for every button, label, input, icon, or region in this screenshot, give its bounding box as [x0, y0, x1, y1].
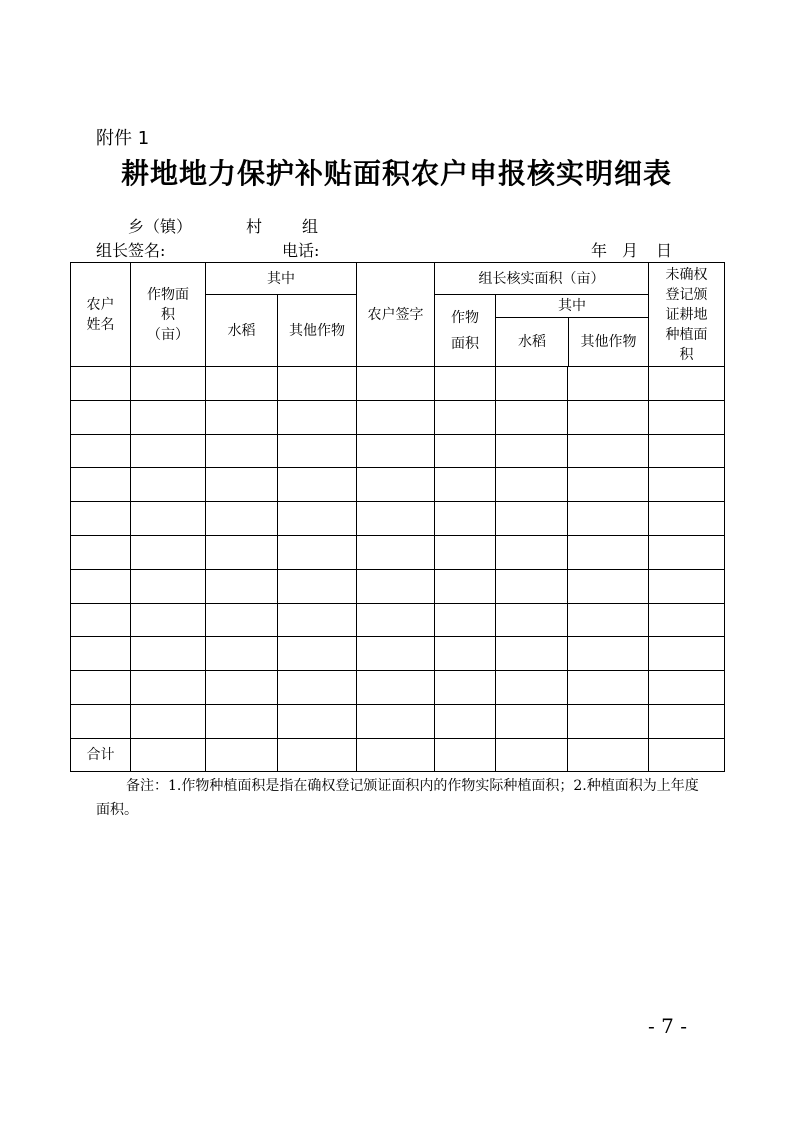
table-cell[interactable] — [568, 569, 649, 603]
leader-sign-label: 组长签名: — [96, 241, 166, 260]
table-cell[interactable] — [206, 671, 278, 705]
header-among2-cell — [496, 295, 649, 367]
table-cell[interactable] — [357, 738, 435, 771]
table-cell[interactable] — [568, 603, 649, 637]
table-cell[interactable] — [71, 468, 131, 502]
table-cell[interactable] — [71, 637, 131, 671]
table-cell[interactable] — [568, 738, 649, 771]
table-cell[interactable] — [435, 535, 496, 569]
table-cell[interactable] — [496, 603, 568, 637]
table-cell[interactable] — [649, 367, 725, 401]
header-rice: 水稻 — [206, 295, 278, 367]
table-cell[interactable] — [357, 637, 435, 671]
table-cell[interactable] — [71, 400, 131, 434]
table-cell[interactable] — [206, 367, 278, 401]
table-cell[interactable] — [206, 535, 278, 569]
table-cell[interactable] — [71, 704, 131, 738]
table-cell[interactable] — [435, 738, 496, 771]
table-cell[interactable] — [496, 569, 568, 603]
table-cell[interactable] — [131, 468, 206, 502]
table-cell[interactable] — [206, 569, 278, 603]
table-cell[interactable] — [71, 367, 131, 401]
table-cell[interactable] — [131, 738, 206, 771]
month-label: 月 — [622, 241, 639, 260]
table-cell[interactable] — [206, 704, 278, 738]
table-cell[interactable] — [496, 400, 568, 434]
table-row — [71, 400, 725, 434]
table-cell[interactable] — [496, 468, 568, 502]
table-cell[interactable] — [435, 434, 496, 468]
table-cell[interactable] — [435, 704, 496, 738]
table-cell[interactable] — [568, 434, 649, 468]
table-cell[interactable] — [568, 704, 649, 738]
table-cell[interactable] — [278, 637, 357, 671]
table-cell[interactable] — [131, 367, 206, 401]
table-cell[interactable] — [357, 569, 435, 603]
table-cell[interactable] — [278, 434, 357, 468]
table-cell[interactable] — [496, 367, 568, 401]
table-cell[interactable] — [71, 671, 131, 705]
table-cell[interactable] — [131, 569, 206, 603]
report-table — [70, 262, 725, 772]
table-cell[interactable] — [278, 468, 357, 502]
attachment-label: 附件 1 — [96, 128, 150, 149]
table-cell[interactable] — [649, 603, 725, 637]
table-cell[interactable] — [278, 502, 357, 536]
table-cell[interactable] — [357, 704, 435, 738]
table-cell[interactable] — [131, 603, 206, 637]
table-cell[interactable] — [206, 637, 278, 671]
table-row — [71, 502, 725, 536]
total-row — [71, 738, 725, 771]
table-cell[interactable] — [649, 468, 725, 502]
table-cell[interactable] — [131, 400, 206, 434]
table-cell[interactable] — [131, 637, 206, 671]
table-cell[interactable] — [357, 502, 435, 536]
table-cell[interactable] — [435, 400, 496, 434]
table-cell[interactable] — [357, 535, 435, 569]
table-cell[interactable] — [568, 468, 649, 502]
table-cell[interactable] — [206, 434, 278, 468]
table-cell[interactable] — [131, 704, 206, 738]
table-cell[interactable] — [649, 400, 725, 434]
table-cell[interactable] — [71, 535, 131, 569]
year-label: 年 — [591, 241, 608, 260]
table-cell[interactable] — [206, 738, 278, 771]
table-body — [71, 367, 725, 739]
table-cell[interactable] — [649, 637, 725, 671]
table-row — [71, 535, 725, 569]
table-cell[interactable] — [496, 637, 568, 671]
table-cell[interactable] — [278, 535, 357, 569]
table-cell[interactable] — [435, 367, 496, 401]
table-cell[interactable] — [568, 367, 649, 401]
table-cell[interactable] — [71, 434, 131, 468]
table-cell[interactable] — [568, 535, 649, 569]
table-cell[interactable] — [496, 738, 568, 771]
page-title: 耕地地力保护补贴面积农户申报核实明细表 — [120, 157, 672, 190]
table-row — [71, 671, 725, 705]
table-cell[interactable] — [357, 468, 435, 502]
table-cell[interactable] — [649, 434, 725, 468]
total-label: 合计 — [71, 738, 131, 771]
table-cell[interactable] — [357, 603, 435, 637]
table-cell[interactable] — [206, 603, 278, 637]
township-label: 乡（镇） — [128, 217, 193, 236]
table-cell[interactable] — [71, 569, 131, 603]
header-other-crops2: 其他作物 — [580, 334, 637, 350]
table-cell[interactable] — [71, 502, 131, 536]
table-cell[interactable] — [206, 400, 278, 434]
table-cell[interactable] — [568, 637, 649, 671]
table-cell[interactable] — [278, 603, 357, 637]
table-cell[interactable] — [278, 738, 357, 771]
group-label: 组 — [302, 217, 319, 236]
table-cell[interactable] — [568, 400, 649, 434]
table-cell[interactable] — [206, 468, 278, 502]
table-cell[interactable] — [206, 502, 278, 536]
table-cell[interactable] — [131, 502, 206, 536]
header-among2-subcols — [496, 318, 648, 366]
header-leader-crop-area: 作物面积 — [435, 295, 496, 367]
table-cell[interactable] — [71, 603, 131, 637]
header-among2: 其中 — [496, 295, 648, 318]
table-row — [71, 468, 725, 502]
table-row — [71, 704, 725, 738]
header-leader-verify: 组长核实面积（亩） — [435, 263, 649, 295]
table-cell[interactable] — [649, 569, 725, 603]
header-other-crops: 其他作物 — [278, 295, 357, 367]
table-cell[interactable] — [568, 671, 649, 705]
table-cell[interactable] — [435, 569, 496, 603]
table-cell[interactable] — [131, 434, 206, 468]
footnote: 备注：1.作物种植面积是指在确权登记颁证面积内的作物实际种植面积；2.种植面积为上年度面积。 — [96, 778, 699, 818]
table-cell[interactable] — [649, 704, 725, 738]
village-label: 村 — [246, 217, 263, 236]
table-cell[interactable] — [496, 502, 568, 536]
table-row — [71, 367, 725, 401]
table-cell[interactable] — [435, 502, 496, 536]
table-cell[interactable] — [278, 400, 357, 434]
table-cell[interactable] — [435, 671, 496, 705]
table-cell[interactable] — [357, 400, 435, 434]
table-cell[interactable] — [131, 535, 206, 569]
table-cell[interactable] — [496, 535, 568, 569]
table-cell[interactable] — [496, 704, 568, 738]
header-unconfirmed-area: 未确权登记颁证耕地种植面积 — [649, 263, 725, 367]
header-rice2: 水稻 — [496, 318, 569, 366]
table-row — [71, 569, 725, 603]
header-among: 其中 — [206, 263, 357, 295]
table-cell[interactable] — [278, 671, 357, 705]
table-cell[interactable] — [649, 671, 725, 705]
table-cell[interactable] — [496, 671, 568, 705]
header-crop-area: 作物面积（亩） — [131, 263, 206, 367]
table-cell[interactable] — [357, 434, 435, 468]
table-cell[interactable] — [649, 738, 725, 771]
table-cell[interactable] — [278, 569, 357, 603]
table-cell[interactable] — [131, 671, 206, 705]
page-number: - 7 - — [648, 1014, 687, 1038]
phone-label: 电话: — [282, 241, 320, 260]
table-cell[interactable] — [278, 367, 357, 401]
table-cell[interactable] — [278, 704, 357, 738]
day-label: 日 — [656, 241, 673, 260]
header-farmer-sign: 农户签字 — [357, 263, 435, 367]
header-farmer-name: 农户姓名 — [71, 263, 131, 367]
table-cell[interactable] — [649, 502, 725, 536]
table-cell[interactable] — [496, 434, 568, 468]
table-cell[interactable] — [568, 502, 649, 536]
table-cell[interactable] — [435, 468, 496, 502]
table-row — [71, 637, 725, 671]
table-row — [71, 603, 725, 637]
table-cell[interactable] — [435, 637, 496, 671]
table-cell[interactable] — [435, 603, 496, 637]
table-cell[interactable] — [357, 367, 435, 401]
table-row — [71, 434, 725, 468]
table-cell[interactable] — [357, 671, 435, 705]
table-cell[interactable] — [649, 535, 725, 569]
